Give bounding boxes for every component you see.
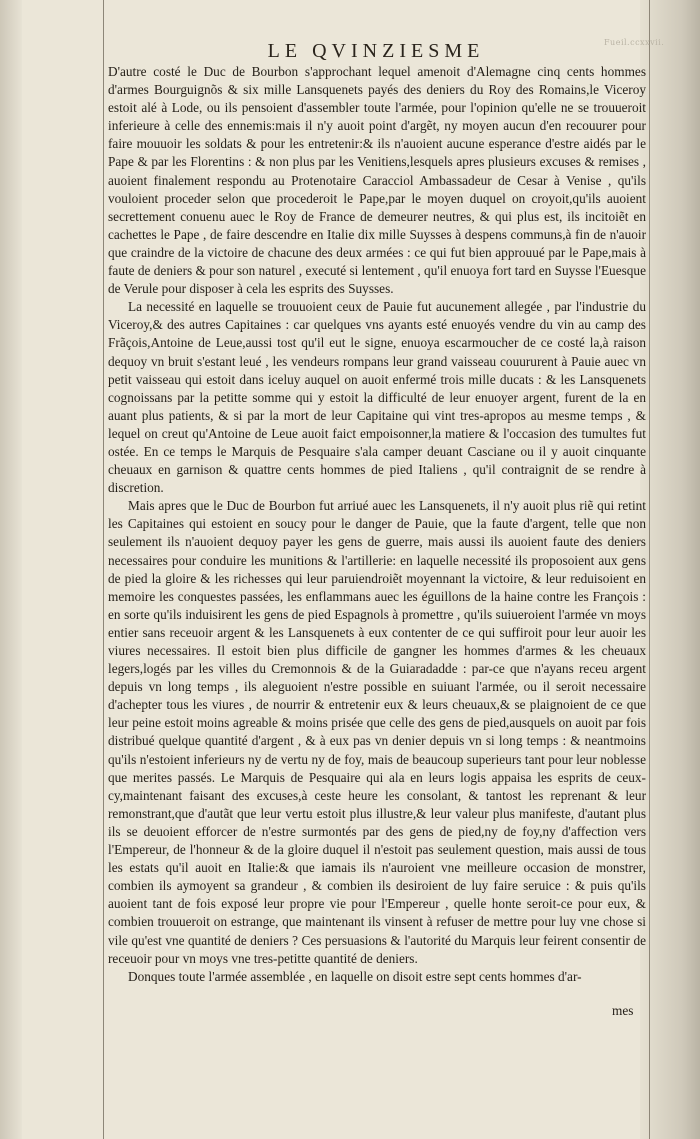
folio-show-through: Fueil.ccxxvii. [604,38,665,47]
paragraph-4: Donques toute l'armée assemblée , en laquelle on disoit estre sept cents hommes d'ar- [128,968,582,984]
left-margin-rule [103,0,104,1139]
paragraph-2: La necessité en laquelle se trouuoient ceux de Pauie fut aucunement allegée , par l'industrie du Viceroy,& des autres Capitaines : car quelques vns ayants esté enuoyés vendre du vin au camp des Frãçois,Antoine de Leue,aussi tost qu'il eut le signe, enuoya escarmoucher de ce costé la,à raison dequoy vn bruit s'estant leué , les vendeurs rompans leur grand vaisseau couururent à Pauie auec vn petit vaisseau qui estoit dans iceluy auquel on auoit enfermé trois mille ducats : & les Lansquenets cognoissans par la petitte somme qui y estoit la difficulté de leur enuoyer argent, furent de la en auant plus patients, & si par la mort de leur Capitaine qui vint tres-apropos au mesme temps , & lequel on creut qu'Antoine de Leue auoit faict empoisonner,la matiere & l'occasion des tumultes fut ostée. En ce temps le Marquis de Pesquaire s'ala camper deuant Casciane ou il y auoit cinquante cheuaux en garnison & quattre cents hommes de pied Italiens , qu'il contraignit de se rendre à discretion. [108,299,646,496]
right-margin-rule [649,0,650,1139]
running-title: LE QVINZIESME [267,40,485,62]
body-text [108,63,646,986]
catchword: mes [612,1003,634,1018]
paragraph-3: Mais apres que le Duc de Bourbon fut arriué auec les Lansquenets, il n'y auoit plus riẽ qui retint les Capitaines qui estoient en soucy pour le danger de Pauie, que la faute d'argent, telle que non seulement ils n'auoient dequoy payer les gens de guerre, mais aussi ils auoient faute des deniers necessaires pour conduire les munitions & l'artillerie: en laquelle necessité ils proposoient aux gens de pied la gloire & les richesses qui leur paruiendroiẽt moyennant la victoire, & leur reduisoient en memoire les conquestes passées, les enflammans auec les éguillons de la haine contre les François : en sorte qu'ils induisirent les gens de pied Espagnols à promettre , qu'ils suiueroient l'armée vn moys entier sans receuoir argent & les Lansquenets à eux contenter de ce qui suffiroit pour leur auoir les viures necessaires. Il estoit bien plus difficile de gangner les hommes d'armes & les cheuaux legers,logés par les villes du Cremonnois & de la Guiaradadde : par-ce que n'ayans receu argent depuis vn long temps , ils aleguoient n'estre possible en suiuant l'armée, ou il seroit necessaire d'achepter tous les viures , de nourrir & entretenir eux & leurs cheuaux,& se plaignoient de ce que leur peine estoit moins agreable & moins prisée que celle des gens de pied,ausquels on auoit par fois distribué quelque quantité d'argent , & à eux pas vn denier depuis vn si long temps : & neantmoins qu'ils n'estoient inferieurs ny de vertu ny de foy, mais de beaucoup superieurs tant pour leur noblesse que merites passés. Le Marquis de Pesquaire qui ala en leurs logis appaisa les esprits de ceux-cy,maintenant faisant des excuses,à ceste heure les consolant, & tantost les reprenant & leur remonstrant,que d'autãt que leur vertu estoit plus illustre,& leur valeur plus manifeste, d'autant plus ils se deuoient efforcer de n'estre surmontés par des gens de pied,ny de foy,ny d'affection vers l'Empereur, de l'honneur & de la gloire duquel il n'estoit pas seulement question, mais aussi de tous les estats qu'il auoit en Italie:& que iamais ils n'auroient vne meilleure occasion de monstrer, combien ils aymoyent sa grandeur , & combien ils desiroient de luy faire seruice : & puis qu'ils auoient tant de fois exposé leur propre vie pour l'Empereur , quelle honte seroit-ce pour eux, & combien trouueroit on estrange, que maintenant ils vinsent à refuser de mettre pour luy vne chose si vile qu'est vne quantité de deniers ? Ces persuasions & l'autorité du Marquis leur feirent consentir de receuoir pour vn moys vne tres-petitte quantité de deniers. [108,498,646,966]
gutter-shadow [0,0,22,1139]
paragraph-1: D'autre costé le Duc de Bourbon s'approchant lequel amenoit d'Alemagne cinq cents hommes d'armes Bourguignõs & six mille Lansquenets payés des deniers du Roy des Romains,le Viceroy estoit alé à Lode, ou ils pensoient d'assembler toute l'armée, pour l'opinion qu'elle ne se trouueroit inferieure à celle des ennemis:mais il n'y auoit point d'argẽt, ny moyen aucun d'en recouurer pour faire mouuoir les soldats & pour les entretenir:& ils n'auoient aucune esperance d'estre aidés par le Pape & par les Florentins : & non plus par les Venitiens,lesquels apres plusieurs excuses & remises , auoient finalement respondu au Protenotaire Caracciol Ambassadeur de Cesar à Venise , qu'ils vouloient proceder selon que procederoit le Pape,par le moyen duquel on croyoit,qu'ils auoient secrettement conuenu auec le Roy de France de demeurer neutres, & qui plus est, ils incitoiẽt en cachettes le Pape , de faire descendre en Italie dix mille Suysses à despens communs,à fin de n'auoir que craindre de la victoire de chacune des deux armées : ce qui fut bien approuué par le Pape,mais à faute de deniers & pour son naturel , executé si lentement , qu'il enuoya fort tard en Suysse l'Euesque de Verule pour disposer à cela les esprits des Suysses. [108,64,646,297]
